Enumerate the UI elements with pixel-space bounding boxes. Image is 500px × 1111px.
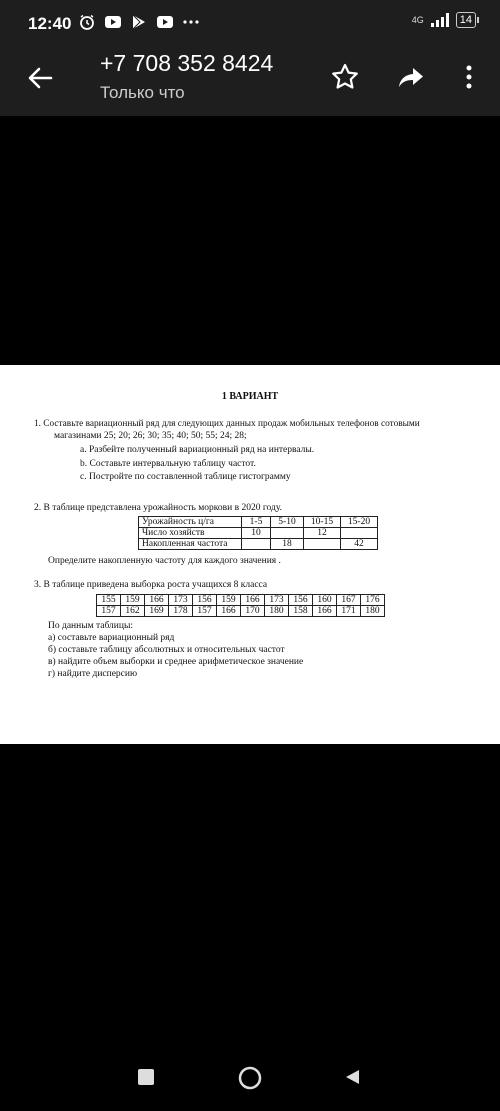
q2-after: Определите накопленную частоту для каждого значения .	[48, 556, 281, 566]
q3-line1: 3. В таблице приведена выборка роста учащихся 8 класса	[34, 580, 268, 590]
q1-c: c. Постройте по составленной таблице гистограмму	[80, 472, 291, 482]
table-cell: 1-5	[242, 517, 271, 528]
youtube-icon	[104, 14, 122, 30]
status-time: 12:40	[28, 14, 72, 33]
table-row	[97, 595, 385, 606]
table-cell: 158	[289, 606, 313, 617]
table-cell: Накопленная частота	[139, 539, 242, 550]
table-cell: 156	[193, 595, 217, 606]
q3-l2: а) составьте вариационный ряд	[48, 633, 175, 643]
table-cell: 173	[169, 595, 193, 606]
share-forward-icon[interactable]	[396, 62, 426, 92]
recent-apps-button[interactable]	[138, 1069, 154, 1085]
back-button[interactable]	[344, 1069, 360, 1085]
table-cell: 180	[265, 606, 289, 617]
network-type: 4G	[411, 14, 424, 25]
table-cell: 167	[337, 595, 361, 606]
alarm-icon	[78, 14, 96, 30]
q1-line2: магазинами 25; 20; 26; 30; 35; 40; 50; 55; 24; 28;	[54, 431, 247, 441]
table-cell: 156	[289, 595, 313, 606]
more-options-icon[interactable]	[454, 62, 484, 92]
table-cell: 170	[241, 606, 265, 617]
document-image	[0, 365, 500, 744]
table-cell	[242, 539, 271, 550]
table-cell: 10	[242, 528, 271, 539]
table-cell	[304, 539, 341, 550]
back-arrow-icon[interactable]	[26, 64, 54, 92]
signal-icon	[430, 13, 450, 27]
table-cell: Число хозяйств	[139, 528, 242, 539]
play-store-icon	[130, 14, 148, 30]
q3-l3: б) составьте таблицу абсолютных и относительных частот	[48, 645, 285, 655]
status-bar	[0, 0, 500, 46]
star-icon[interactable]	[330, 62, 360, 92]
table-cell: Урожайность ц/га	[139, 517, 242, 528]
table-cell: 176	[361, 595, 385, 606]
table-cell: 162	[121, 606, 145, 617]
table-row	[139, 528, 378, 539]
table-cell: 15-20	[341, 517, 378, 528]
q1-b: b. Составьте интервальную таблицу частот.	[80, 459, 256, 469]
table-cell: 178	[169, 606, 193, 617]
navigation-bar	[0, 1041, 500, 1111]
table-cell: 173	[265, 595, 289, 606]
table-row	[139, 517, 378, 528]
table-cell: 166	[217, 606, 241, 617]
battery-indicator: 14	[456, 12, 476, 28]
table-cell: 155	[97, 595, 121, 606]
table-cell: 42	[341, 539, 378, 550]
table-cell: 169	[145, 606, 169, 617]
q1-a: a. Разбейте полученный вариационный ряд на интервалы.	[80, 445, 315, 455]
table-row	[139, 539, 378, 550]
q3-l4: в) найдите объем выборки и среднее арифметическое значение	[48, 657, 304, 667]
table-cell: 18	[271, 539, 304, 550]
height-table	[96, 594, 385, 617]
app-bar	[0, 46, 500, 116]
timestamp: Только что	[100, 83, 185, 102]
yield-table	[138, 516, 378, 550]
table-cell: 12	[304, 528, 341, 539]
table-cell: 159	[217, 595, 241, 606]
table-cell: 166	[145, 595, 169, 606]
table-cell: 160	[313, 595, 337, 606]
table-cell: 171	[337, 606, 361, 617]
q3-l1: По данным таблицы:	[48, 621, 133, 631]
table-cell: 166	[241, 595, 265, 606]
q2-line1: 2. В таблице представлена урожайность моркови в 2020 году.	[34, 503, 282, 513]
table-cell	[341, 528, 378, 539]
doc-title: 1 ВАРИАНТ	[221, 391, 279, 402]
table-cell: 159	[121, 595, 145, 606]
q1-line1: 1. Составьте вариационный ряд для следующих данных продаж мобильных телефонов сотовыми	[34, 419, 420, 429]
table-cell: 166	[313, 606, 337, 617]
table-cell: 157	[97, 606, 121, 617]
table-row	[97, 606, 385, 617]
more-notifications-icon	[182, 14, 200, 30]
table-cell: 180	[361, 606, 385, 617]
contact-title: +7 708 352 8424	[100, 50, 274, 76]
table-cell: 10-15	[304, 517, 341, 528]
top-app-bar	[0, 0, 500, 116]
youtube-icon	[156, 14, 174, 30]
table-cell: 157	[193, 606, 217, 617]
table-cell	[271, 528, 304, 539]
home-button[interactable]	[238, 1066, 262, 1090]
table-cell: 5-10	[271, 517, 304, 528]
q3-l5: г) найдите дисперсию	[48, 669, 138, 679]
